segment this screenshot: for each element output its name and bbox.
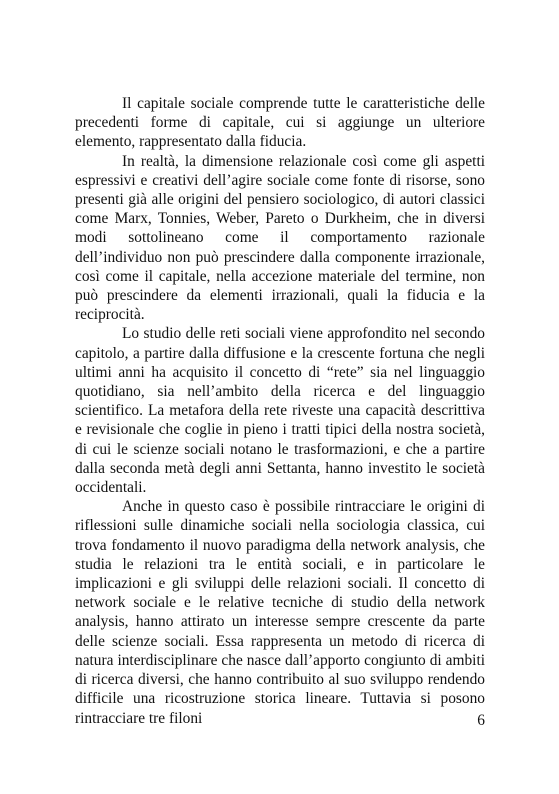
page-number: 6 xyxy=(477,712,485,729)
paragraph-4: Anche in questo caso è possibile rintracciare le origini di riflessioni sulle dinamiche sociali nella sociologia classica, cui trova fondamento il nuovo paradigma della network analysis, che studia le relazioni tra le entità sociali, e in particolare le implicazioni e gli sviluppi delle relazioni sociali. Il concetto di network sociale e le relative tecniche di studio della network analysis, hanno attirato un interesse sempre crescente da parte delle scienze sociali. Essa rappresenta un metodo di ricerca di natura interdisciplinare che nasce dall’apporto congiunto di ambiti di ricerca diversi, che hanno contribuito al suo sviluppo rendendo difficile una ricostruzione storica lineare. Tuttavia si posono rintracciare tre filoni xyxy=(75,498,485,727)
paragraph-3: Lo studio delle reti sociali viene approfondito nel secondo capitolo, a partire dalla diffusione e la crescente fortuna che negli ultimi anni ha acquisito il concetto di “rete” sia nel linguaggio quotidiano, sia nell’ambito della ricerca e del linguaggio scientifico. La metafora della rete riveste una capacità descrittiva e revisionale che coglie in pieno i tratti tipici della nostra società, di cui le scienze sociali notano le trasformazioni, e che a partire dalla seconda metà degli anni Settanta, hanno investito le società occidentali. xyxy=(75,325,485,497)
paragraph-1: Il capitale sociale comprende tutte le caratteristiche delle precedenti forme di capitale, cui si aggiunge un ulteriore elemento, rappresentato dalla fiducia. xyxy=(75,95,485,151)
paragraph-2: In realtà, la dimensione relazionale così come gli aspetti espressivi e creativi dell’agire sociale come fonte di risorse, sono presenti già alle origini del pensiero sociologico, di autori classici come Marx, Tonnies, Weber, Pareto o Durkheim, che in diversi modi sottolineano come il comportamento razionale dell’individuo non può prescindere dalla componente irrazionale, così come il capitale, nella accezione materiale del termine, non può prescindere da elementi irrazionali, quali la fiducia e la reciprocità. xyxy=(75,152,485,324)
body-text xyxy=(75,94,485,728)
